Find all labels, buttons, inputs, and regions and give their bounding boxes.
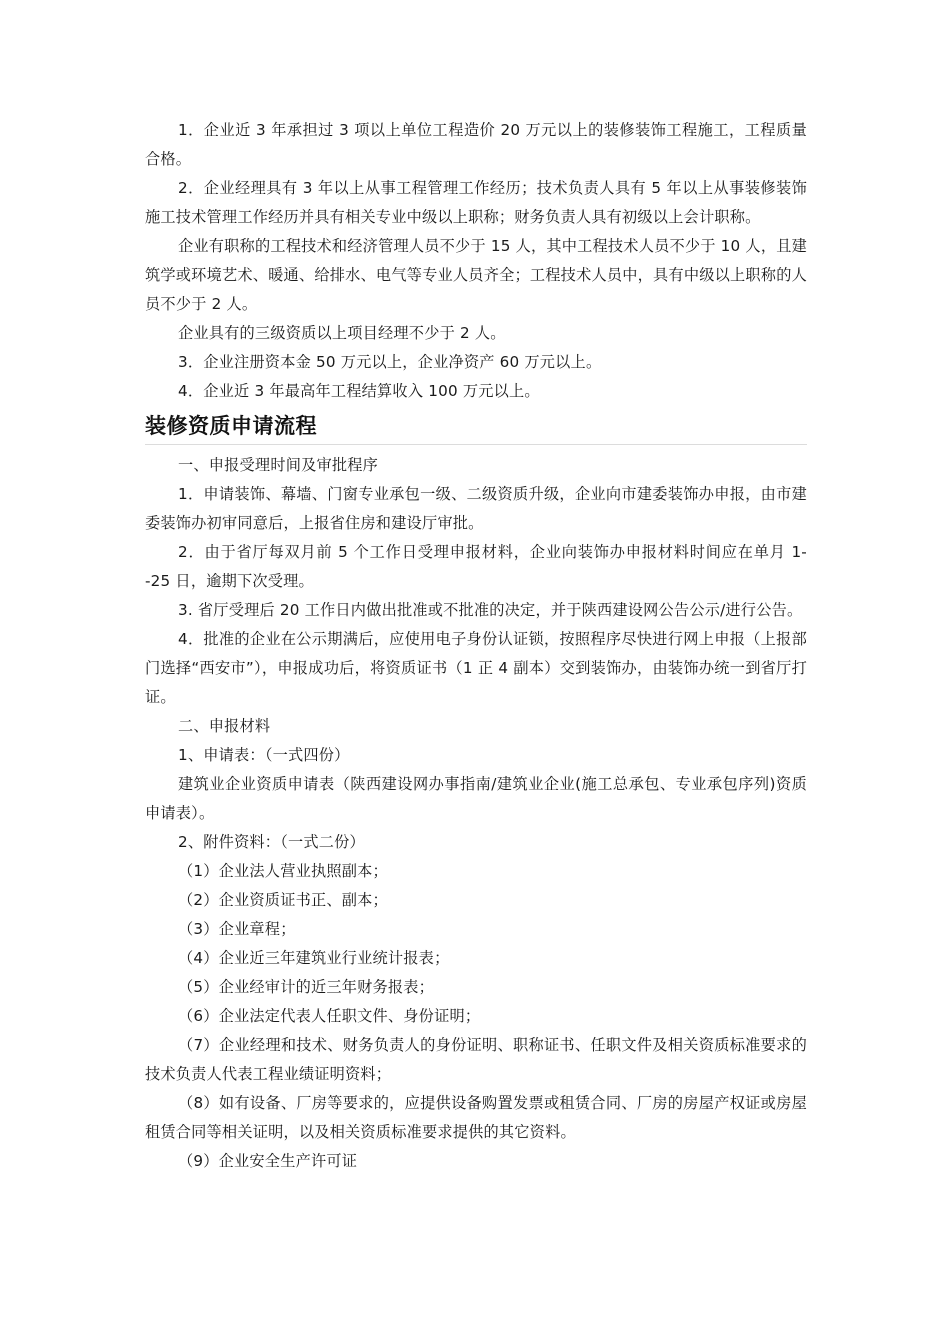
list-item: （1）企业法人营业执照副本；	[178, 862, 388, 880]
section-heading: 装修资质申请流程	[145, 408, 807, 445]
list-item: （3）企业章程；	[178, 920, 296, 938]
list-item: （8）如有设备、厂房等要求的，应提供设备购置发票或租赁合同、厂房的房屋产权证或房屋租赁合同等相关证明，以及相关资质标准要求提供的其它资料。	[145, 1094, 807, 1141]
requirement-2: 2．企业经理具有 3 年以上从事工程管理工作经历；技术负责人具有 5 年以上从事装修装饰施工技术管理工作经历并具有相关专业中级以上职称；财务负责人具有初级以上会计职称。	[145, 179, 807, 226]
document-body	[145, 116, 807, 1176]
procedure-3: 3. 省厅受理后 20 工作日内做出批准或不批准的决定，并于陕西建设网公告公示/进行公告。	[178, 601, 803, 619]
requirement-4: 4．企业近 3 年最高年工程结算收入 100 万元以上。	[178, 382, 540, 400]
material-1: 1、申请表：（一式四份）	[178, 746, 350, 764]
requirement-project-manager: 企业具有的三级资质以上项目经理不少于 2 人。	[178, 324, 506, 342]
subsection-title-1: 一、申报受理时间及审批程序	[178, 456, 379, 474]
procedure-4: 4．批准的企业在公示期满后，应使用电子身份认证锁，按照程序尽快进行网上申报（上报部门选择“西安市”），申报成功后，将资质证书（1 正 4 副本）交到装饰办，由装饰办统一到省厅打证。	[145, 630, 807, 706]
requirement-1: 1．企业近 3 年承担过 3 项以上单位工程造价 20 万元以上的装修装饰工程施工，工程质量合格。	[145, 121, 807, 168]
requirement-staff: 企业有职称的工程技术和经济管理人员不少于 15 人，其中工程技术人员不少于 10 人，且建筑学或环境艺术、暖通、给排水、电气等专业人员齐全；工程技术人员中，具有中级以上职称的人员不少于 2 人。	[145, 237, 807, 313]
list-item: （9）企业安全生产许可证	[178, 1152, 358, 1170]
list-item: （6）企业法定代表人任职文件、身份证明；	[178, 1007, 481, 1025]
list-item: （4）企业近三年建筑业行业统计报表；	[178, 949, 450, 967]
procedure-1: 1．申请装饰、幕墙、门窗专业承包一级、二级资质升级，企业向市建委装饰办申报，由市建委装饰办初审同意后，上报省住房和建设厅审批。	[145, 485, 807, 532]
subsection-title-2: 二、申报材料	[178, 717, 271, 735]
material-1-description: 建筑业企业资质申请表（陕西建设网办事指南/建筑业企业(施工总承包、专业承包序列)资质申请表）。	[145, 775, 807, 822]
list-item: （7）企业经理和技术、财务负责人的身份证明、职称证书、任职文件及相关资质标准要求的技术负责人代表工程业绩证明资料；	[145, 1036, 807, 1083]
material-2: 2、附件资料：（一式二份）	[178, 833, 365, 851]
list-item: （2）企业资质证书正、副本；	[178, 891, 388, 909]
procedure-2: 2．由于省厅每双月前 5 个工作日受理申报材料，企业向装饰办申报材料时间应在单月 1--25 日，逾期下次受理。	[145, 543, 807, 590]
requirement-3: 3．企业注册资本金 50 万元以上，企业净资产 60 万元以上。	[178, 353, 602, 371]
list-item: （5）企业经审计的近三年财务报表；	[178, 978, 435, 996]
